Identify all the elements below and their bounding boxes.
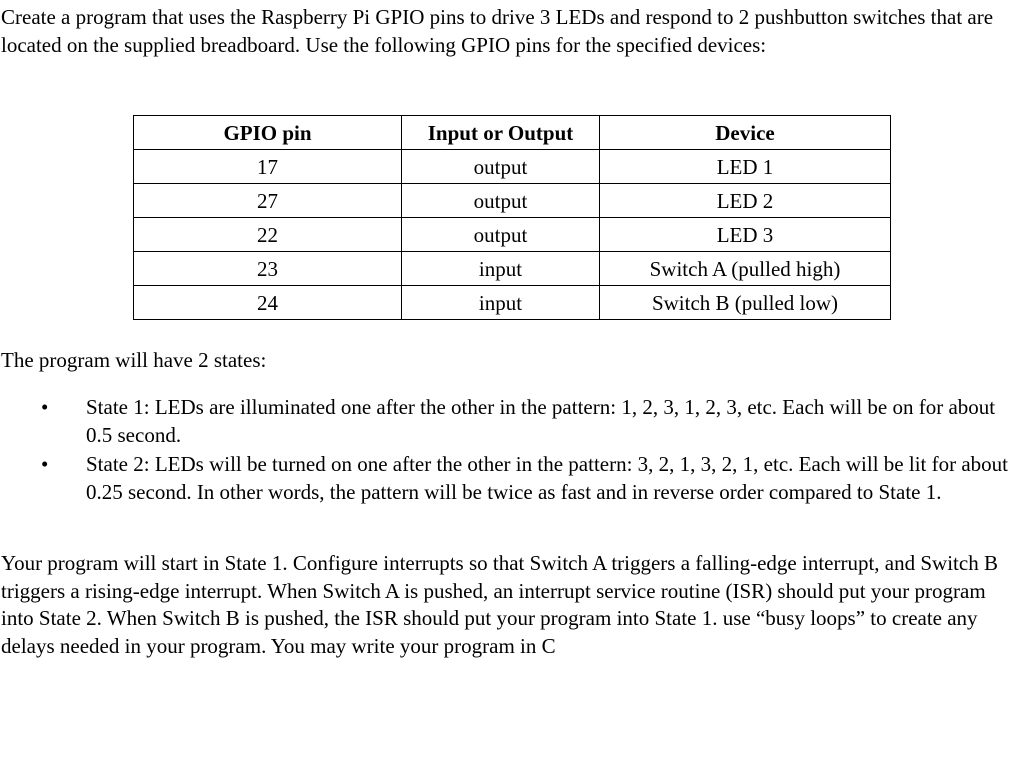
states-intro: The program will have 2 states: [1, 348, 267, 372]
cell-direction: input [402, 252, 600, 286]
table-row [134, 184, 891, 218]
cell-gpio-pin: 24 [134, 286, 402, 320]
list-item-state-2 [0, 451, 1024, 506]
table-row [134, 150, 891, 184]
cell-direction: output [402, 184, 600, 218]
cell-device: Switch A (pulled high) [600, 252, 891, 286]
state-1-text: State 1: LEDs are illuminated one after the other in the pattern: 1, 2, 3, 1, 2, 3, etc. Each will be on for about 0.5 second. [86, 395, 996, 447]
gpio-table-container [133, 115, 890, 320]
cell-device: Switch B (pulled low) [600, 286, 891, 320]
cell-gpio-pin: 23 [134, 252, 402, 286]
intro-paragraph: Create a program that uses the Raspberry Pi GPIO pins to drive 3 LEDs and respond to 2 pushbutton switches that are located on the supplied breadboard. Use the following GPIO pins for the specified devices: [1, 5, 994, 57]
header-gpio-pin: GPIO pin [134, 116, 402, 150]
table-row [134, 286, 891, 320]
cell-device: LED 1 [600, 150, 891, 184]
states-list [0, 394, 1024, 508]
cell-device: LED 2 [600, 184, 891, 218]
cell-direction: output [402, 150, 600, 184]
cell-direction: input [402, 286, 600, 320]
conclusion-paragraph: Your program will start in State 1. Configure interrupts so that Switch A triggers a falling-edge interrupt, and Switch B triggers a rising-edge interrupt. When Switch A is pushed, an interrupt service routine (ISR) should put your program into State 2. When Switch B is pushed, the ISR should put your program into State 1. use “busy loops” to create any delays needed in your program. You may write your program in C [1, 551, 998, 658]
table-row [134, 218, 891, 252]
gpio-table [133, 115, 891, 320]
list-item-state-1 [0, 394, 1024, 449]
state-2-text: State 2: LEDs will be turned on one after the other in the pattern: 3, 2, 1, 3, 2, 1, etc. Each will be lit for about 0.25 second. In other words, the pattern will be twice as fast and in reverse order compared to State 1. [86, 452, 1009, 504]
cell-gpio-pin: 27 [134, 184, 402, 218]
bullet-icon: • [41, 395, 49, 419]
cell-gpio-pin: 17 [134, 150, 402, 184]
header-device: Device [600, 116, 891, 150]
table-header-row [134, 116, 891, 150]
cell-gpio-pin: 22 [134, 218, 402, 252]
cell-device: LED 3 [600, 218, 891, 252]
cell-direction: output [402, 218, 600, 252]
table-row [134, 252, 891, 286]
header-input-or-output: Input or Output [402, 116, 600, 150]
bullet-icon: • [41, 452, 49, 476]
